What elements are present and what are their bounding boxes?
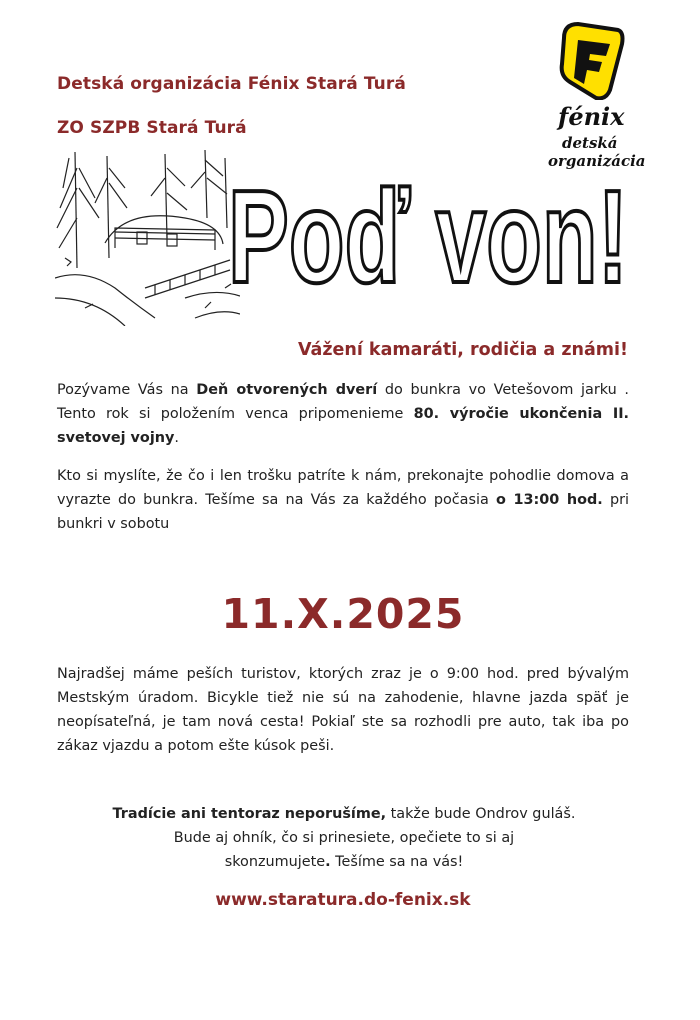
open-day-label: Deň otvorených dverí <box>196 382 378 398</box>
p1-text-a: Pozývame Vás na <box>57 382 197 398</box>
travel-info-paragraph: Najradšej máme peších turistov, ktorých zraz je o 9:00 hod. pred bývalým Mestským úradom. Bicykle tiež nie sú na zahodenie, hlavne jazda späť je neopísateľná, je tam nová cesta! Pokiaľ ste sa rozhodli pre auto, tak iba po zákaz vjazdu a potom ešte kúsok peši. <box>57 666 629 754</box>
headline-text: Poď von! <box>228 163 628 310</box>
p1-text-c: do bunkra vo Vetešovom jarku . Tento rok si položením venca pripomenieme <box>57 382 630 422</box>
tradition-label: Tradície ani tentoraz neporušíme, <box>112 806 387 822</box>
partner-organization: ZO SZPB Stará Turá <box>57 118 247 138</box>
invitation-paragraph-2 <box>57 464 629 536</box>
p2-text-a: Kto si myslíte, že čo i len trošku patríte k nám, prekonajte pohodlie domova a vyrazte do bunkra. Tešíme sa na Vás za každého počasia <box>57 468 629 508</box>
p4-text-d: skonzumujete <box>224 854 326 870</box>
organization-name: Detská organizácia Fénix Stará Turá <box>57 74 406 94</box>
event-date: 11.X.2025 <box>221 590 465 638</box>
bunker-forest-illustration <box>55 148 240 326</box>
invitation-paragraph <box>57 378 629 450</box>
website-link[interactable]: www.staratura.do-fenix.sk <box>215 890 471 910</box>
logo-name: fénix <box>558 102 625 131</box>
tradition-paragraph <box>57 802 631 874</box>
logo-subtitle-2: organizácia <box>548 152 646 170</box>
p2-text-c: pri bunkri v sobotu <box>57 492 629 532</box>
anniversary-label: 80. výročie ukončenia II. svetovej vojny <box>57 406 630 446</box>
logo-subtitle-1: detská <box>562 134 618 152</box>
p1-text-e: . <box>174 430 179 446</box>
fenix-logo <box>548 20 658 180</box>
headline-pod-von <box>223 160 633 310</box>
p4-text-f: Tešíme sa na vás! <box>330 854 464 870</box>
event-time: o 13:00 hod. <box>495 492 603 508</box>
p4-text-e: . <box>325 854 331 870</box>
p4-text-c: Bude aj ohník, čo si prinesiete, opečiete to si aj <box>173 830 515 846</box>
fenix-f-logo-icon <box>556 20 626 100</box>
greeting: Vážení kamaráti, rodičia a známi! <box>297 340 628 360</box>
p4-text-b: takže bude Ondrov guláš. <box>386 806 576 822</box>
